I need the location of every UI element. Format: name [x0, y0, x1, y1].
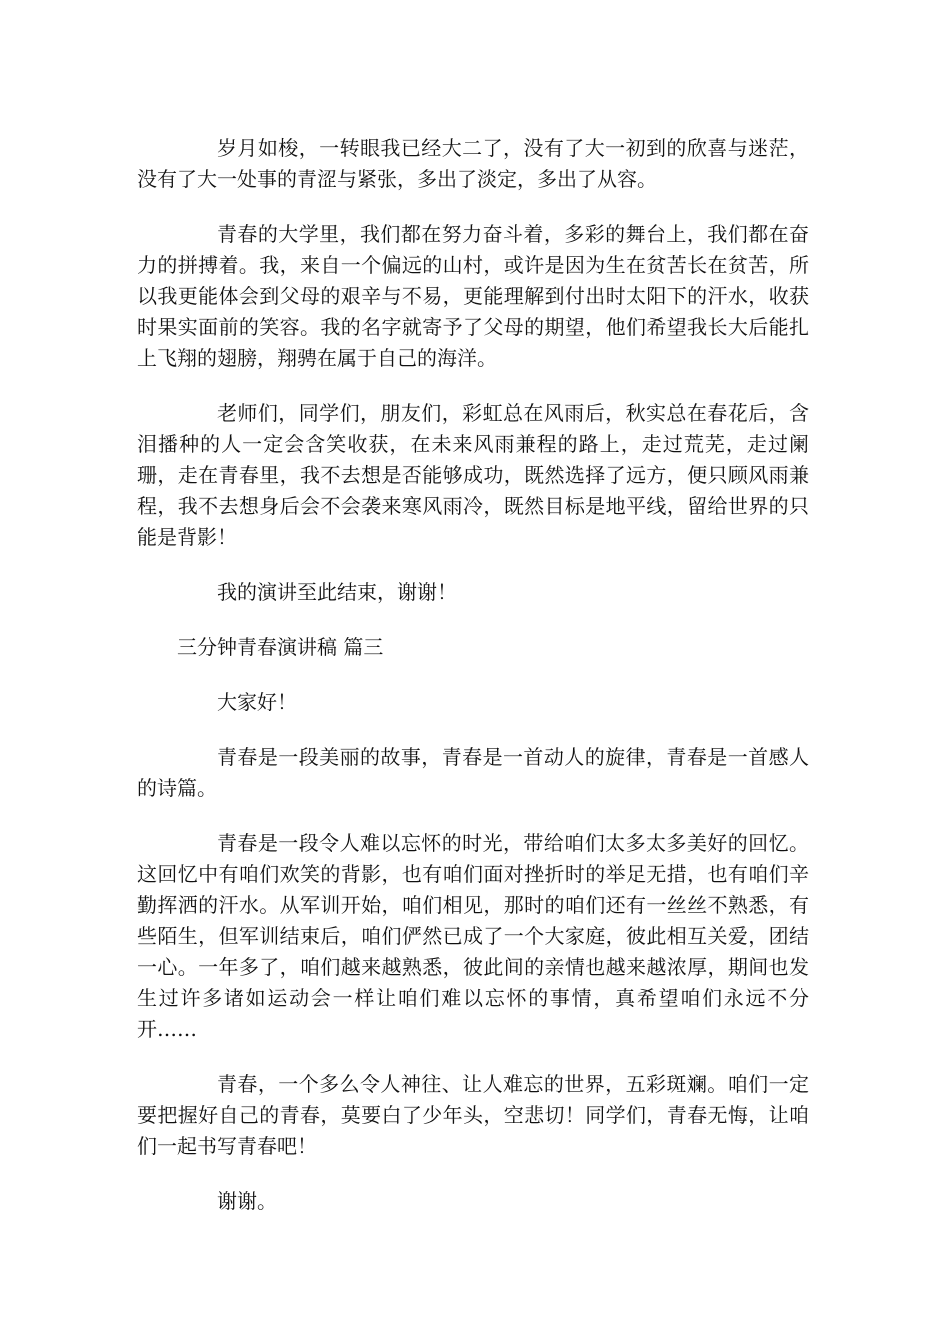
section-heading: 三分钟青春演讲稿 篇三 — [177, 635, 384, 659]
closing: 谢谢。 — [217, 1189, 277, 1213]
paragraph: 老师们，同学们，朋友们，彩虹总在风雨后，秋实总在春花后，含泪播种的人一定会含笑收获，在未来风雨兼程的路上，走过荒芜，走过阑珊，走在青春里，我不去想是否能够成功，既然选择了远方，便只顾风雨兼程，我不去想身后会不会袭来寒风雨冷，既然目标是地平线，留给世界的只能是背影！ — [137, 401, 809, 549]
paragraph: 青春的大学里，我们都在努力奋斗着，多彩的舞台上，我们都在奋力的拼搏着。我，来自一个偏远的山村，或许是因为生在贫苦长在贫苦，所以我更能体会到父母的艰辛与不易，更能理解到付出时太阳下的汗水，收获时果实面前的笑容。我的名字就寄予了父母的期望，他们希望我长大后能扎上飞翔的翅膀，翔骋在属于自己的海洋。 — [137, 222, 809, 370]
document-body — [137, 133, 809, 1241]
paragraph: 青春是一段美丽的故事，青春是一首动人的旋律，青春是一首感人的诗篇。 — [137, 745, 809, 800]
paragraph: 青春是一段令人难以忘怀的时光，带给咱们太多太多美好的回忆。这回忆中有咱们欢笑的背影，也有咱们面对挫折时的举足无措，也有咱们辛勤挥洒的汗水。从军训开始，咱们相见，那时的咱们还有一丝丝不熟悉，有些陌生，但军训结束后，咱们俨然已成了一个大家庭，彼此相互关爱，团结一心。一年多了，咱们越来越熟悉，彼此间的亲情也越来越浓厚，期间也发生过许多诸如运动会一样让咱们难以忘怀的事情，真希望咱们永远不分开…… — [137, 831, 809, 1041]
paragraph: 青春，一个多么令人神往、让人难忘的世界，五彩斑斓。咱们一定要把握好自己的青春，莫要白了少年头，空悲切！同学们，青春无悔，让咱们一起书写青春吧！ — [137, 1072, 809, 1158]
greeting: 大家好！ — [217, 690, 297, 714]
paragraph: 岁月如梭，一转眼我已经大二了，没有了大一初到的欣喜与迷茫，没有了大一处事的青涩与紧张，多出了淡定，多出了从容。 — [137, 136, 809, 191]
paragraph: 我的演讲至此结束，谢谢！ — [217, 580, 457, 604]
